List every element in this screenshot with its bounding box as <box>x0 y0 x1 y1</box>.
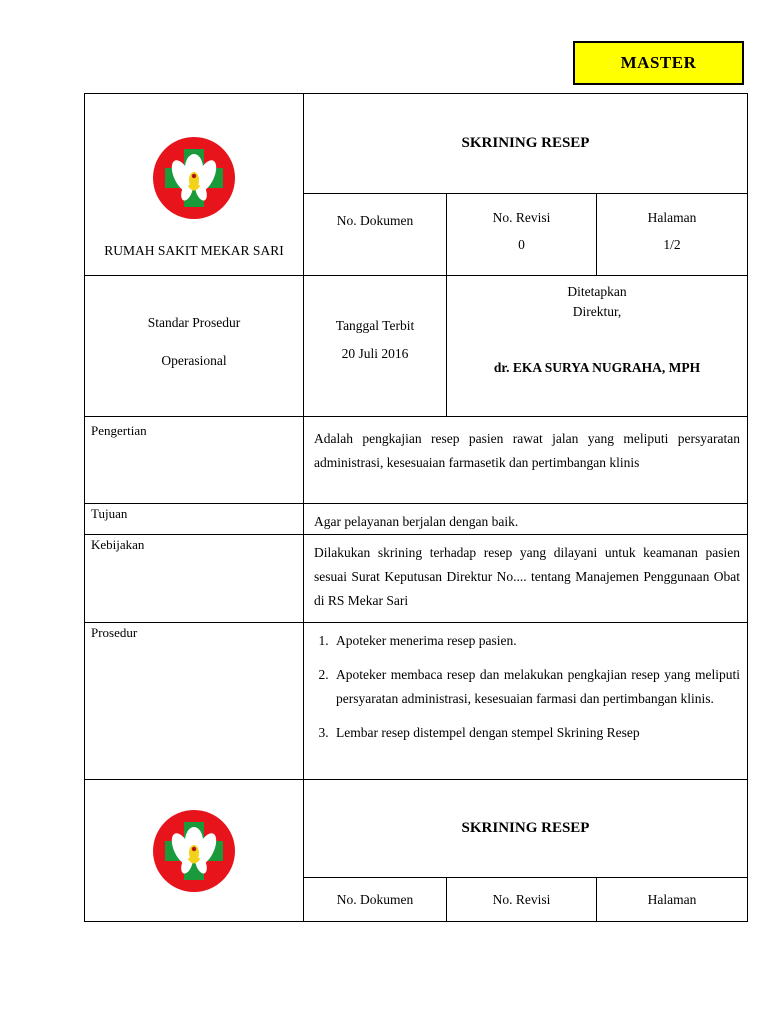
revision-label-2: No. Revisi <box>447 878 597 922</box>
document-title-2: SKRINING RESEP <box>304 780 748 878</box>
page-cell <box>597 194 748 276</box>
procedure-list <box>314 629 740 745</box>
section-label-pengertian: Pengertian <box>85 417 304 504</box>
sop-table <box>84 93 748 922</box>
hospital-name: RUMAH SAKIT MEKAR SARI <box>104 243 284 258</box>
procedure-cell <box>304 623 748 780</box>
procedure-step: 1. Apoteker menerima resep pasien. <box>332 629 740 653</box>
revision-label: No. Revisi <box>492 210 551 225</box>
doc-number-label: No. Dokumen <box>336 212 414 228</box>
procedure-step: 2. Apoteker membaca resep dan melakukan pengkajian resep yang meliputi persyaratan administrasi, kesesuaian farmasi dan pertimbangan klinis. <box>332 663 740 711</box>
sop-type-line1: Standar Prosedur <box>147 315 241 330</box>
page-label-2: Halaman <box>597 878 748 922</box>
issue-date-value: 20 Juli 2016 <box>341 346 409 361</box>
section-text-kebijakan: Dilakukan skrining terhadap resep yang dilayani untuk keamanan pasien sesuai Surat Keputusan Direktur No.... tentang Manajemen Penggunaan Obat di RS Mekar Sari <box>304 535 748 623</box>
section-text-pengertian: Adalah pengkajian resep pasien rawat jalan yang meliputi persyaratan administrasi, kesesuaian farmasetik dan pertimbangan klinis <box>304 417 748 504</box>
sop-type-cell <box>85 276 304 417</box>
section-label-kebijakan: Kebijakan <box>85 535 304 623</box>
document-title: SKRINING RESEP <box>304 94 748 194</box>
revision-value: 0 <box>518 237 525 252</box>
approval-cell <box>447 276 748 417</box>
section-label-tujuan: Tujuan <box>85 504 304 535</box>
approver-name: dr. EKA SURYA NUGRAHA, MPH <box>493 360 701 375</box>
page-value: 1/2 <box>663 237 681 252</box>
sop-type-line2: Operasional <box>161 353 227 368</box>
doc-number-cell <box>304 194 447 276</box>
approval-label: Ditetapkan <box>567 284 627 299</box>
master-stamp: MASTER <box>573 41 744 85</box>
revision-cell <box>447 194 597 276</box>
procedure-step: 3. Lembar resep distempel dengan stempel Skrining Resep <box>332 721 740 745</box>
issue-date-label: Tanggal Terbit <box>335 318 415 333</box>
issue-date-cell <box>304 276 447 417</box>
hospital-logo-icon <box>151 808 237 894</box>
hospital-logo-icon <box>151 135 237 221</box>
hospital-logo-cell-2 <box>85 780 304 922</box>
section-text-tujuan: Agar pelayanan berjalan dengan baik. <box>304 504 748 535</box>
doc-number-label-2: No. Dokumen <box>304 878 447 922</box>
section-label-prosedur: Prosedur <box>85 623 304 780</box>
approval-role: Direktur, <box>572 304 622 319</box>
hospital-logo-cell <box>85 94 304 276</box>
page-label: Halaman <box>647 210 697 225</box>
